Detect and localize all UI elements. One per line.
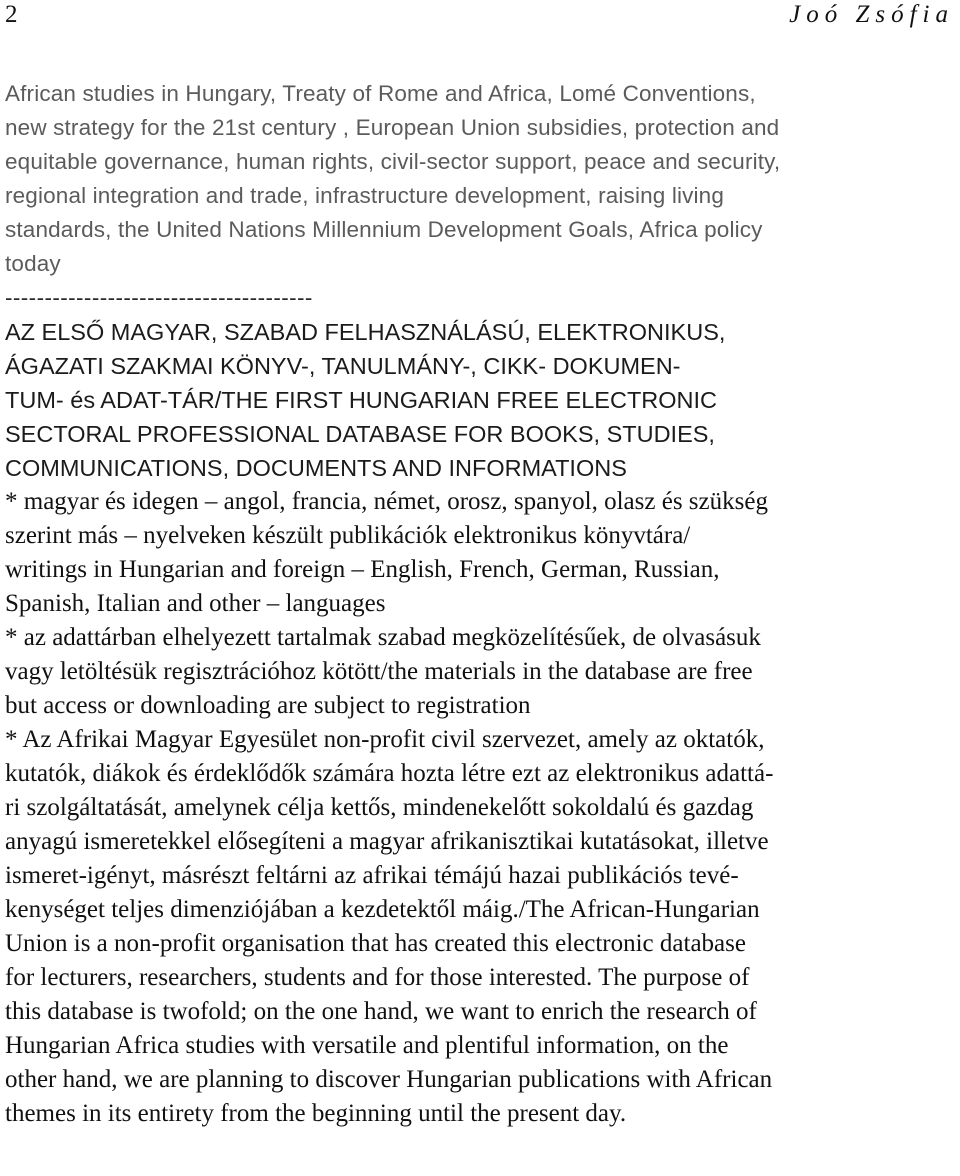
description-line: * Az Afrikai Magyar Egyesület non-profit civil szervezet, amely az oktatók, [5, 726, 765, 753]
description-line: for lecturers, researchers, students and for those interested. The purpose of [5, 964, 750, 991]
description-line: writings in Hungarian and foreign – English, French, German, Russian, [5, 556, 720, 583]
page-header [5, 0, 954, 30]
database-title-line: TUM- és ADAT-TÁR/THE FIRST HUNGARIAN FREE ELECTRONIC [5, 387, 718, 413]
database-title-line: SECTORAL PROFESSIONAL DATABASE FOR BOOKS, STUDIES, [5, 421, 715, 447]
description-line: vagy letöltésük regisztrációhoz kötött/the materials in the database are free [5, 658, 753, 685]
database-title-line: AZ ELSŐ MAGYAR, SZABAD FELHASZNÁLÁSÚ, ELEKTRONIKUS, [5, 319, 726, 345]
keywords-line: new strategy for the 21st century , European Union subsidies, protection and [5, 115, 780, 140]
body-text [5, 77, 955, 1131]
database-title-line: COMMUNICATIONS, DOCUMENTS AND INFORMATIONS [5, 455, 627, 481]
running-head-author: Joó Zsófia [789, 1, 954, 28]
description-line: themes in its entirety from the beginning until the present day. [5, 1100, 627, 1127]
description-line: kenységet teljes dimenziójában a kezdetektől máig./The African-Hungarian [5, 896, 760, 923]
database-title [5, 315, 955, 485]
keywords-line: African studies in Hungary, Treaty of Rome and Africa, Lomé Conventions, [5, 81, 756, 106]
description-line: anyagú ismeretekkel elősegíteni a magyar afrikanisztikai kutatásokat, illetve [5, 828, 769, 855]
description-line: kutatók, diákok és érdeklődők számára hozta létre ezt az elektronikus adattá- [5, 760, 774, 787]
page-number: 2 [5, 1, 18, 28]
description-line: Spanish, Italian and other – languages [5, 590, 386, 617]
description-line: Union is a non-profit organisation that has created this electronic database [5, 930, 746, 957]
keywords-line: equitable governance, human rights, civil-sector support, peace and security, [5, 149, 781, 174]
description-line: Hungarian Africa studies with versatile and plentiful information, on the [5, 1032, 729, 1059]
keywords-line: standards, the United Nations Millennium Development Goals, Africa policy [5, 217, 763, 242]
description-line: but access or downloading are subject to registration [5, 692, 531, 719]
description-line: szerint más – nyelveken készült publikációk elektronikus könyvtára/ [5, 522, 691, 549]
description-line: this database is twofold; on the one hand, we want to enrich the research of [5, 998, 757, 1025]
keywords-block [5, 77, 955, 281]
description-block [5, 485, 955, 1131]
description-line: * magyar és idegen – angol, francia, német, orosz, spanyol, olasz és szükség [5, 488, 768, 515]
keywords-line: regional integration and trade, infrastructure development, raising living [5, 183, 725, 208]
description-line: * az adattárban elhelyezett tartalmak szabad megközelítésűek, de olvasásuk [5, 624, 761, 651]
keywords-line: today [5, 251, 61, 276]
description-line: other hand, we are planning to discover Hungarian publications with African [5, 1066, 773, 1093]
description-line: ri szolgáltatását, amelynek célja kettős, mindenekelőtt sokoldalú és gazdag [5, 794, 754, 821]
separator-line: --------------------------------------- [5, 285, 313, 310]
description-line: ismeret-igényt, másrészt feltárni az afrikai témájú hazai publikációs tevé- [5, 862, 739, 889]
database-title-line: ÁGAZATI SZAKMAI KÖNYV-, TANULMÁNY-, CIKK- DOKUMEN- [5, 353, 681, 379]
